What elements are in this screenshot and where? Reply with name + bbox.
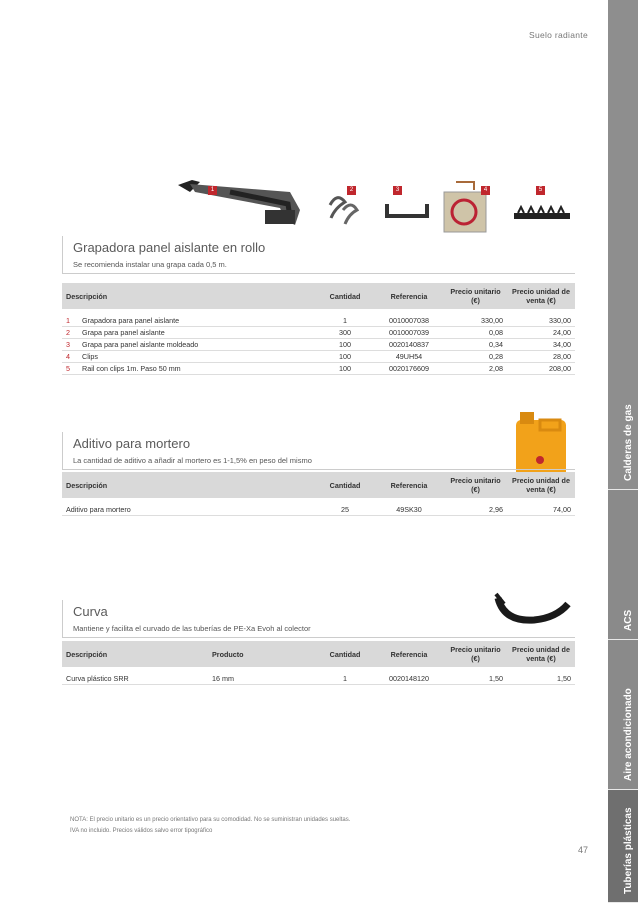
row-quantity: 25 <box>316 504 374 516</box>
row-quantity: 100 <box>316 339 374 351</box>
table-row <box>62 504 575 516</box>
rail-clips-image <box>512 205 572 223</box>
section-subtitle: Se recomienda instalar una grapa cada 0,5 m. <box>73 260 227 269</box>
row-quantity: 1 <box>316 315 374 327</box>
row-sale-price: 34,00 <box>507 339 575 351</box>
tab-calderas-de-gas[interactable] <box>608 0 638 490</box>
row-unit-price: 0,08 <box>444 327 507 339</box>
row-unit-price: 2,08 <box>444 363 507 375</box>
row-unit-price: 0,28 <box>444 351 507 363</box>
badge-5: 5 <box>536 186 545 195</box>
row-unit-price: 0,34 <box>444 339 507 351</box>
row-reference: 0010007038 <box>374 315 444 327</box>
tab-label: Aire acondicionado <box>623 688 634 781</box>
title-rule <box>62 432 63 470</box>
row-description: Grapa para panel aislante moldeado <box>78 339 316 351</box>
row-reference: 0020176609 <box>374 363 444 375</box>
title-rule <box>62 600 63 638</box>
col-producto: Producto <box>212 649 244 659</box>
row-description: Curva plástico SRR <box>62 673 208 685</box>
col-descripcion: Descripción <box>66 480 108 490</box>
page-header-title: Suelo radiante <box>528 30 588 40</box>
row-number: 2 <box>62 327 78 339</box>
section-subtitle: Mantiene y facilita el curvado de las tuberías de PE-Xa Evoh al colector <box>73 624 311 633</box>
row-number: 3 <box>62 339 78 351</box>
row-number: 4 <box>62 351 78 363</box>
col-precio-unitario: Precio unitario (€) <box>450 287 501 305</box>
table-row <box>62 351 575 363</box>
table-row <box>62 327 575 339</box>
title-divider <box>62 469 575 470</box>
molded-staple-image <box>383 200 433 225</box>
table-row <box>62 339 575 351</box>
page-number: 47 <box>577 845 588 855</box>
title-divider <box>62 273 575 274</box>
row-quantity: 100 <box>316 363 374 375</box>
section-title: Curva <box>73 604 108 619</box>
tab-tuberias-plasticas[interactable] <box>608 790 638 903</box>
row-unit-price: 330,00 <box>444 315 507 327</box>
row-reference: 49UH54 <box>374 351 444 363</box>
section-title: Aditivo para mortero <box>73 436 191 451</box>
footer-note: NOTA: El precio unitario es un precio orientativo para su comodidad. No se suministran unidades sueltas. <box>70 817 351 823</box>
footer-note-iva: IVA no incluido. Precios válidos salvo error tipográfico <box>70 828 213 834</box>
col-referencia: Referencia <box>390 649 428 659</box>
row-unit-price: 1,50 <box>444 673 507 685</box>
col-cantidad: Cantidad <box>329 291 361 301</box>
row-quantity: 100 <box>316 351 374 363</box>
badge-4: 4 <box>481 186 490 195</box>
col-cantidad: Cantidad <box>329 480 361 490</box>
row-quantity: 1 <box>316 673 374 685</box>
side-tabs <box>608 0 638 903</box>
row-reference: 0020140837 <box>374 339 444 351</box>
stapler-tool-image <box>170 170 310 240</box>
row-reference: 0020148120 <box>374 673 444 685</box>
row-sale-price: 24,00 <box>507 327 575 339</box>
row-description: Rail con clips 1m. Paso 50 mm <box>78 363 316 375</box>
tab-label: ACS <box>623 609 634 631</box>
products-table-aditivo <box>62 472 575 516</box>
col-precio-venta: Precio unidad de venta (€) <box>512 645 570 663</box>
section-subtitle: La cantidad de aditivo a añadir al mortero es 1-1,5% en peso del mismo <box>73 456 312 465</box>
col-precio-venta: Precio unidad de venta (€) <box>512 287 570 305</box>
row-number: 5 <box>62 363 78 375</box>
row-sale-price: 208,00 <box>507 363 575 375</box>
row-reference: 0010007039 <box>374 327 444 339</box>
col-descripcion: Descripción <box>66 291 108 301</box>
row-number: 1 <box>62 315 78 327</box>
row-reference: 49SK30 <box>374 504 444 516</box>
col-descripcion: Descripción <box>66 649 108 659</box>
table-row <box>62 315 575 327</box>
col-referencia: Referencia <box>390 480 428 490</box>
col-cantidad: Cantidad <box>329 649 361 659</box>
row-description: Clips <box>78 351 316 363</box>
row-sale-price: 74,00 <box>507 504 575 516</box>
badge-1: 1 <box>208 186 217 195</box>
col-precio-venta: Precio unidad de venta (€) <box>512 476 570 494</box>
row-unit-price: 2,96 <box>444 504 507 516</box>
row-description: Aditivo para mortero <box>62 504 316 516</box>
pipe-bend-image <box>490 590 572 630</box>
tab-label: Calderas de gas <box>623 404 634 481</box>
table-row <box>62 673 575 685</box>
row-sale-price: 28,00 <box>507 351 575 363</box>
staples-image <box>325 190 365 230</box>
tab-aire-acondicionado[interactable] <box>608 640 638 790</box>
col-precio-unitario: Precio unitario (€) <box>450 476 501 494</box>
tab-label: Tuberías plásticas <box>623 807 634 894</box>
row-description: Grapa para panel aislante <box>78 327 316 339</box>
row-product: 16 mm <box>208 673 316 685</box>
badge-2: 2 <box>347 186 356 195</box>
row-sale-price: 1,50 <box>507 673 575 685</box>
products-table-curva <box>62 641 575 685</box>
badge-3: 3 <box>393 186 402 195</box>
title-rule <box>62 236 63 274</box>
tab-acs[interactable] <box>608 490 638 640</box>
col-precio-unitario: Precio unitario (€) <box>450 645 501 663</box>
title-divider <box>62 637 575 638</box>
row-quantity: 300 <box>316 327 374 339</box>
section-title: Grapadora panel aislante en rollo <box>73 240 266 255</box>
col-referencia: Referencia <box>390 291 428 301</box>
products-table-grapadora <box>62 283 575 375</box>
row-description: Grapadora para panel aislante <box>78 315 316 327</box>
table-row <box>62 363 575 375</box>
row-sale-price: 330,00 <box>507 315 575 327</box>
